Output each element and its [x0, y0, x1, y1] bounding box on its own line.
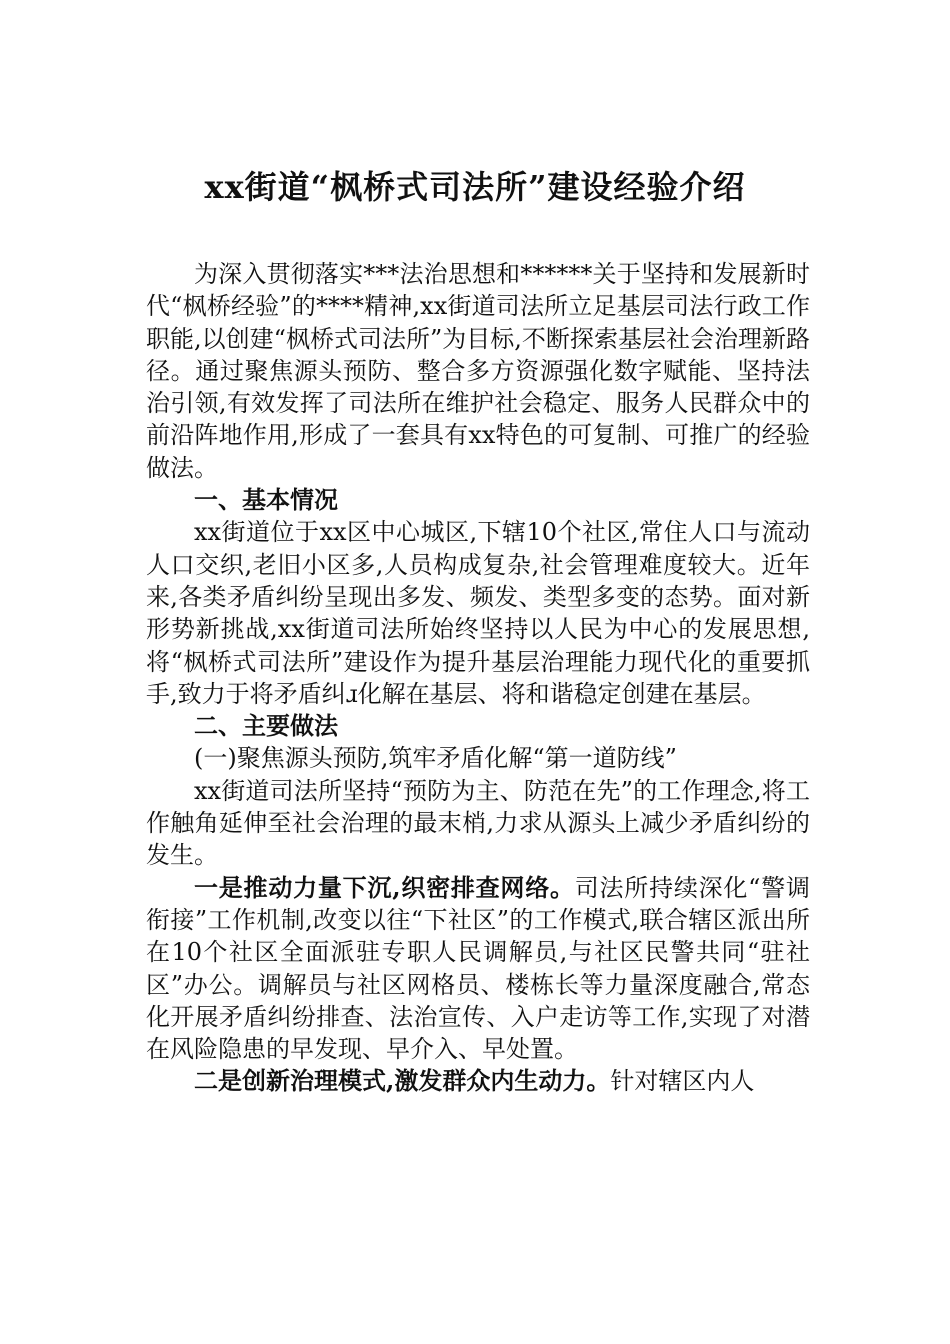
basic-situation-paragraph: xx街道位于xx区中心城区,下辖10个社区,常住人口与流动人口交织,老旧小区多,人员构成复杂,社会管理难度较大。近年来,各类矛盾纠纷呈现出多发、频发、类型多变的态势。面对新形势新挑战,xx街道司法所始终坚持以人民为中心的发展思想,将“枫桥式司法所”建设作为提升基层治理能力现代化的重要抓手,致力于将矛盾纠ɹ化解在基层、将和谐稳定创建在基层。 [146, 518, 810, 708]
intro-paragraph: 为深入贯彻落实***法治思想和******关于坚持和发展新时代“枫桥经验”的****精神,xx街道司法所立足基层司法行政工作职能,以创建“枫桥式司法所”为目标,不断探索基层社会治理新路径。通过聚焦源头预防、整合多方资源强化数字赋能、坚持法治引领,有效发挥了司法所在维护社会稳定、服务人民群众中的前沿阵地作用,形成了一套具有xx特色的可复制、可推广的经验做法。 [146, 260, 810, 482]
point-one-paragraph [146, 872, 810, 1066]
document-body [146, 258, 810, 1098]
point-two-body: 针对辖区内人 [610, 1067, 755, 1096]
point-two-paragraph [146, 1065, 810, 1097]
section-heading-main-practices: 二、主要做法 [194, 711, 338, 741]
document-title: xx街道“枫桥式司法所”建设经验介绍 [204, 168, 746, 206]
source-prevention-paragraph: xx街道司法所坚持“预防为主、防范在先”的工作理念,将工作触角延伸至社会治理的最末梢,力求从源头上减少矛盾纠纷的发生。 [146, 776, 810, 870]
point-two-lead: 二是创新治理模式,激发群众内生动力。 [194, 1066, 611, 1096]
subsection-heading-source-prevention: (一)聚焦源头预防,筑牢矛盾化解“第一道防线” [194, 744, 677, 773]
point-one-lead: 一是推动力量下沉,织密排查网络。 [194, 872, 575, 902]
point-one-body: 司法所持续深化“警调衔接”工作机制,改变以往“下社区”的工作模式,联合辖区派出所在10个社区全面派驻专职人民调解员,与社区民警共同“驻社区”办公。调解员与社区网格员、楼栋长等力量深度融合,常态化开展矛盾纠纷排查、法治宣传、入户走访等工作,实现了对潜在风险隐患的早发现、早介入、早处置。 [146, 873, 810, 1064]
section-heading-basic-situation: 一、基本情况 [194, 485, 338, 515]
